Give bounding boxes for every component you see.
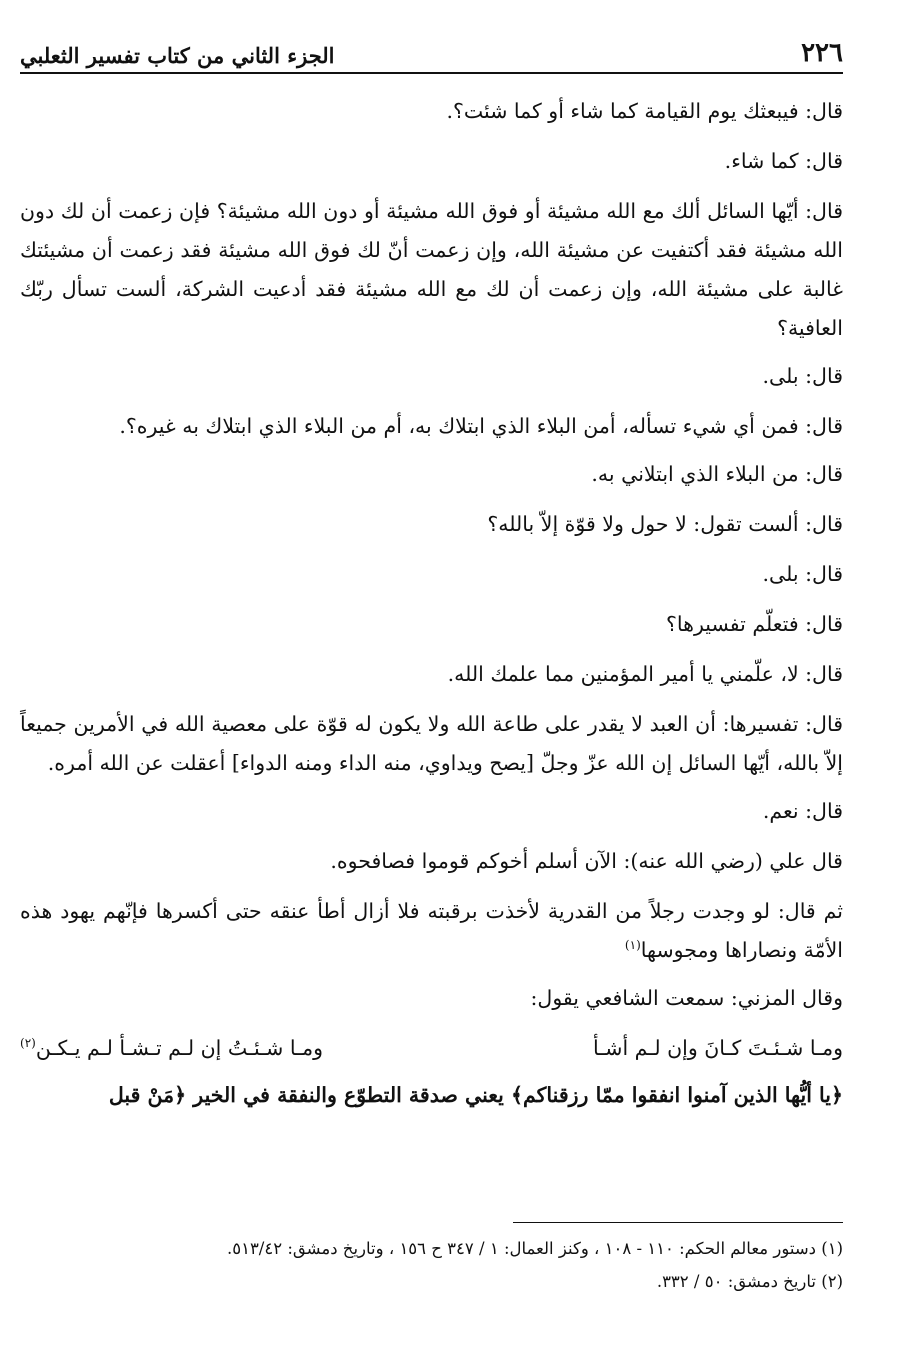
- main-text: [20, 92, 843, 1124]
- paragraph: قال: أيّها السائل ألك مع الله مشيئة أو فوق الله مشيئة أو دون الله مشيئة؟ فإن زعمت أن لك دون الله مشيئة فقد أكتفيت عن مشيئة الله، وإن زعمت أنّ لك فوق الله مشيئة فقد زعمت أن مشيئتك غالبة على مشيئة الله، وإن زعمت أن لك مع الله مشيئة فقد أدعيت الشركة، ألست تسأل ربّك العافية؟: [20, 199, 843, 340]
- paragraph: قال: فمن أي شيء تسأله، أمن البلاء الذي ابتلاك به، أم من البلاء الذي ابتلاك به غيره؟.: [119, 414, 843, 438]
- paragraph: قال: من البلاء الذي ابتلاني به.: [591, 462, 843, 486]
- quran-verse: ﴿يا أيُّها الذين آمنوا انفقوا ممّا رزقناكم﴾ يعني صدقة التطوّع والنفقة في الخير ﴿مَنْ قبل: [108, 1083, 843, 1107]
- verse-second-hemistich: [20, 1029, 323, 1068]
- paragraph: قال: بلى.: [762, 364, 843, 388]
- paragraph: قال: تفسيرها: أن العبد لا يقدر على طاعة الله ولا يكون له قوّة على معصية الله في الأمرين جميعاً إلاّ بالله، أيّها السائل إن الله عزّ وجلّ [يصح ويداوي، منه الداء ومنه الدواء] أعقلت عن الله أمره.: [20, 712, 843, 775]
- verse-first-hemistich: ومـا شـئـتَ كـانَ وإن لـم أشـأ: [593, 1036, 843, 1060]
- paragraph: وقال المزني: سمعت الشافعي يقول:: [530, 986, 843, 1010]
- footnote: (٢) تاريخ دمشق: ٥٠ / ٣٣٢.: [656, 1272, 843, 1291]
- paragraph: قال: نعم.: [762, 799, 843, 823]
- paragraph: [20, 892, 843, 970]
- paragraph: قال: كما شاء.: [724, 149, 843, 173]
- paragraph: قال: فيبعثك يوم القيامة كما شاء أو كما شئت؟.: [446, 99, 843, 123]
- footnote-ref: (١): [624, 938, 641, 953]
- footnote: (١) دستور معالم الحكم: ١١٠ - ١٠٨ ، وكنز العمال: ١ / ٣٤٧ ح ١٥٦ ، وتاريخ دمشق: ٥١٣/٤٢.: [226, 1239, 843, 1258]
- paragraph: قال: فتعلّم تفسيرها؟: [666, 612, 843, 636]
- paragraph: قال: ألست تقول: لا حول ولا قوّة إلاّ بالله؟: [487, 512, 843, 536]
- footnote-divider: [513, 1222, 843, 1223]
- paragraph-text: ثم قال: لو وجدت رجلاً من القدرية لأخذت برقبته فلا أزال أطأ عنقه حتى أكسرها فإنّهم يهود هذه الأمّة ونصاراها ومجوسها: [20, 899, 843, 962]
- page-number: ٢٢٦: [801, 38, 843, 68]
- paragraph: قال: بلى.: [762, 562, 843, 586]
- footnotes: [20, 1232, 843, 1298]
- page-header: [20, 28, 843, 74]
- poem-verse: [20, 1029, 843, 1068]
- running-title: الجزء الثاني من كتاب تفسير الثعلبي: [20, 43, 335, 68]
- verse-text: ومـا شـئـتُ إن لـم تـشـأ لـم يـكـن: [35, 1036, 323, 1060]
- footnote-ref: (٢): [20, 1036, 36, 1051]
- paragraph: قال علي (رضي الله عنه): الآن أسلم أخوكم قوموا فصافحوه.: [330, 849, 843, 873]
- paragraph: قال: لا، علّمني يا أمير المؤمنين مما علمك الله.: [447, 662, 843, 686]
